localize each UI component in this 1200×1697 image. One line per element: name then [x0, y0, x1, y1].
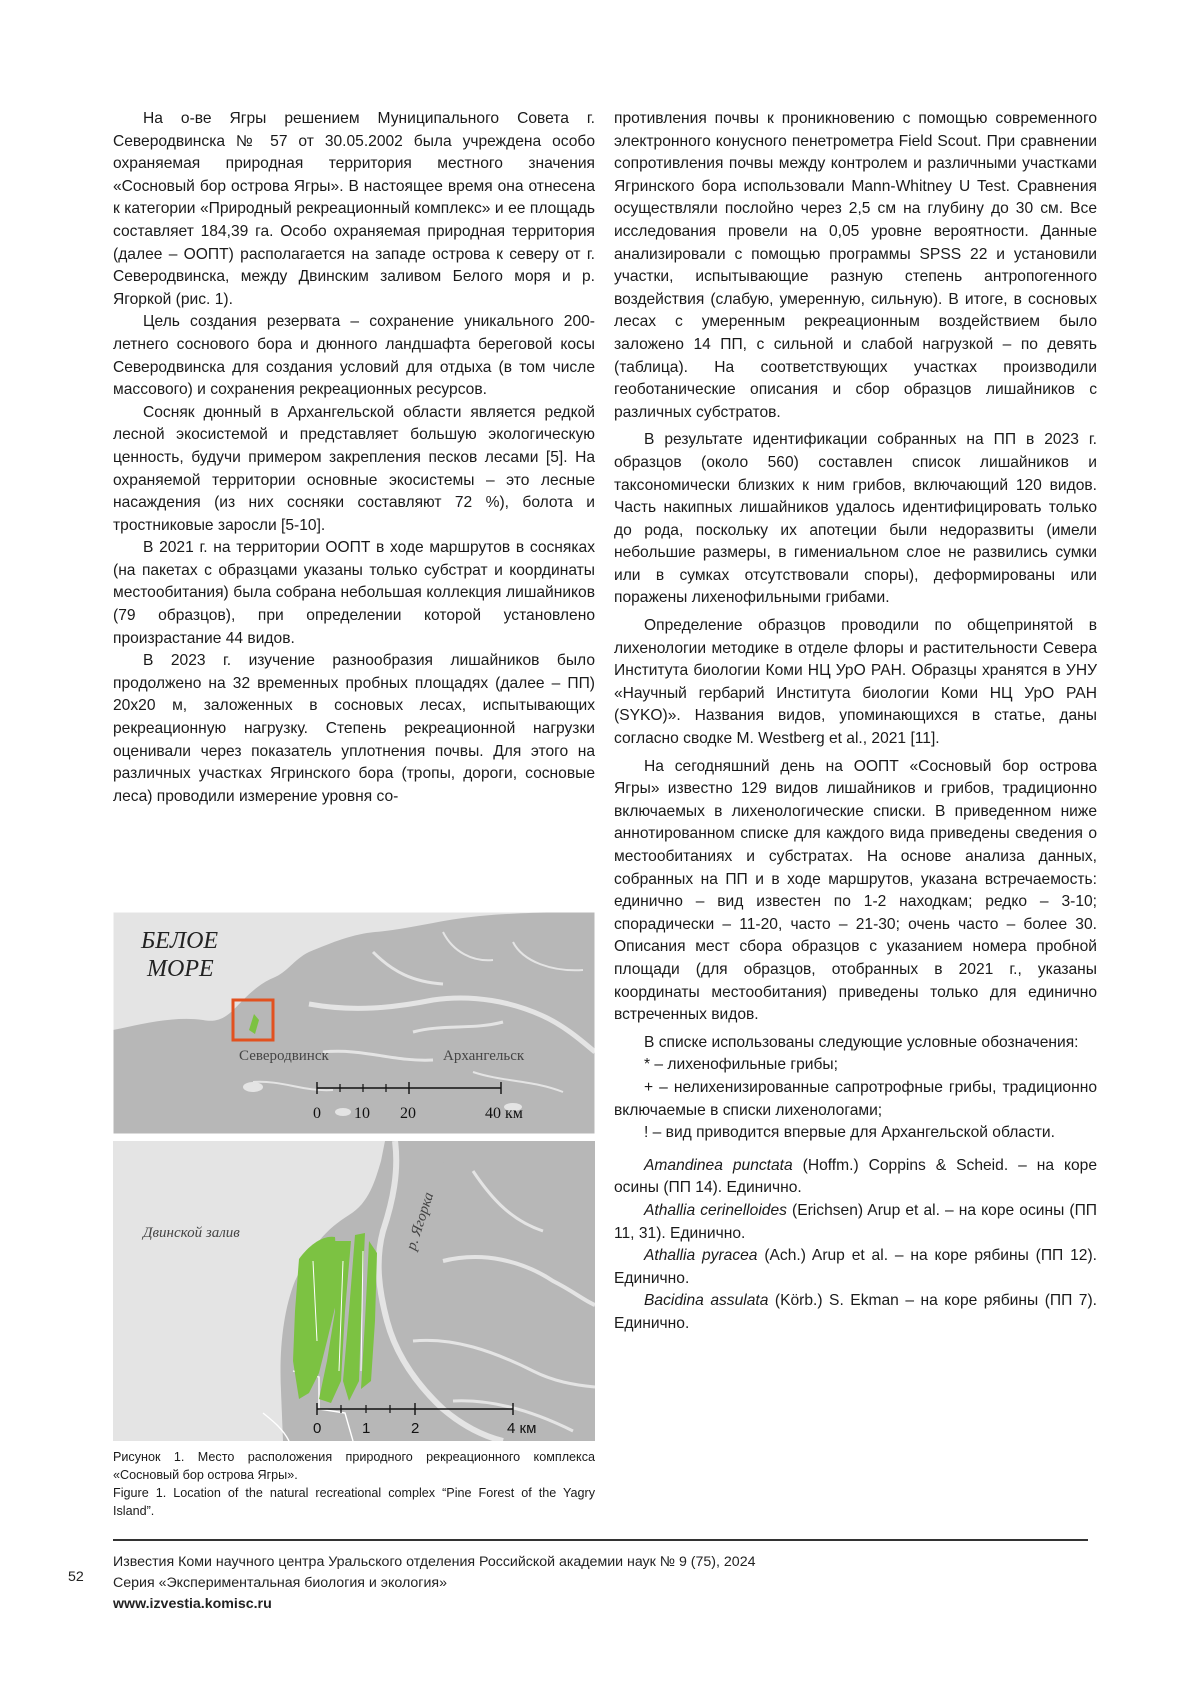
species-description: (Erichsen) Arup et al. – на коре осины (ПП 11, 31). Единично.: [614, 1201, 1097, 1242]
scale-tick-label: 1: [362, 1420, 371, 1437]
journal-title: Известия Коми научного центра Уральского отделения Российской академии наук № 9 (75), 2024: [113, 1554, 756, 1570]
body-paragraph: На сегодняшний день на ООПТ «Сосновый бор острова Ягры» известно 129 видов лишайников и грибов, традиционно включаемых в лихенологические списки. В приведенном ниже аннотированном списке для каждого вида приведены сведения о местообитаниях и субстратах. На основе анализа данных, собранных на ПП и в ходе маршрутов, указана встречаемость: единично – вид известен по 1-2 находкам; редко – 3-10; спорадически – 11-20, часто – 21-30; очень часто – более 30. Описания мест сбора образцов с указанием номера пробной площади (для образцов, отобранных в 2021 г., указаны координаты местообитания) приведены только для единично встреченных видов.: [614, 757, 1097, 1024]
journal-url: www.izvestia.komisc.ru: [113, 1596, 272, 1612]
species-entry: [614, 1290, 1097, 1335]
species-entry: [614, 1245, 1097, 1290]
figure-caption: [113, 1448, 595, 1520]
legend-item: ! – вид приводится впервые для Архангельской области.: [644, 1124, 1055, 1142]
body-paragraph-continuation: противления почвы к проникновению с помощью современного электронного конусного пенетрометра Field Scout. При сравнении сопротивления почвы между контролем и различными участками Ягринского бора использовали Mann-Whitney U Test. Сравнения осуществляли послойно через 2,5 см на глубину до 30 см. Все исследования провели на 0,05 уровне вероятности. Данные анализировали с помощью программы SPSS 22 и установили участки, испытывающие разную степень антропогенного воздействия (слабую, умеренную, сильную). В итоге, в сосновых лесах с умеренным рекреационным воздействием было заложено 14 ПП, с сильной и слабой нагрузкой – по девять (таблица). На соответствующих участках производили геоботанические описания и сбор образцов лишайников с различных субстратов.: [614, 110, 1097, 421]
scale-tick-label: 0: [313, 1105, 321, 1122]
species-description: (Körb.) S. Ekman – на коре рябины (ПП 7). Единично.: [614, 1292, 1097, 1332]
scale-tick-label: 2: [411, 1420, 420, 1437]
species-name: Amandinea punctata: [644, 1156, 793, 1174]
species-entry: [614, 1200, 1097, 1245]
journal-series: Серия «Экспериментальная биология и экология»: [113, 1575, 447, 1591]
page-number: 52: [68, 1569, 84, 1585]
river-label: р. Ягорка: [403, 1190, 438, 1253]
species-name: Bacidina assulata: [644, 1292, 769, 1310]
figure-caption-en: Figure 1. Location of the natural recreational complex “Pine Forest of the Yagry Island”.: [113, 1486, 595, 1518]
sea-label-line2: МОРЕ: [147, 956, 214, 982]
map-lake: [243, 1082, 263, 1092]
scale-tick-label: 40 км: [485, 1105, 523, 1122]
species-entry: [614, 1155, 1097, 1200]
sea-label-line1: БЕЛОЕ: [141, 928, 219, 954]
body-paragraph: В 2021 г. на территории ООПТ в ходе маршрутов в сосняках (на пакетах с образцами указаны только субстрат и координаты местообитания) была собрана небольшая коллекция лишайников (79 образцов), при определении которой установлено произрастание 44 видов.: [113, 539, 595, 647]
footer: [113, 1552, 913, 1615]
figure-1: [113, 912, 595, 1520]
species-name: Athallia cerinelloides: [644, 1201, 787, 1219]
scale-tick-label: 10: [354, 1105, 370, 1122]
species-description: (Hoffm.) Coppins & Scheid. – на коре осины (ПП 14). Единично.: [614, 1156, 1097, 1197]
species-description: (Ach.) Arup et al. – на коре рябины (ПП 12). Единично.: [614, 1247, 1097, 1287]
body-paragraph: Цель создания резервата – сохранение уникального 200-летнего соснового бора и дюнного ландшафта береговой косы Северодвинска для создания условий для отдыха (в том числе массового) и сохранения рекреационных ресурсов.: [113, 313, 595, 399]
body-paragraph: В результате идентификации собранных на ПП в 2023 г. образцов (около 560) составлен список лишайников и таксономически близких к ним грибов, включающий 120 видов. Часть накипных лишайников удалось идентифицировать только до рода, поскольку их апотеции были недоразвиты (имели небольшие размеры, в гимениальном слое не развились сумки или в сумках отсутствовали споры), деформированы или поражены лихенофильными грибами.: [614, 431, 1097, 607]
scale-tick-label: 4 км: [507, 1420, 537, 1437]
body-paragraph: В 2023 г. изучение разнообразия лишайников было продолжено на 32 временных пробных площадях (далее – ПП) 20х20 м, заложенных в сосновых лесах, испытывающих рекреационную нагрузку. Степень рекреационной нагрузки оценивали через показатель уплотнения почвы. Для этого на различных участках Ягринского бора (тропы, дороги, сосновые леса) проводили измерение уровня со-: [113, 652, 595, 805]
body-paragraph: Определение образцов проводили по общепринятой в лихенологии методике в отделе флоры и растительности Севера Института биологии Коми НЦ УрО РАН. Образцы хранятся в УНУ «Научный гербарий Института биологии Коми НЦ УрО РАН (SYKO)». Названия видов, упоминающихся в статье, даны согласно сводке M. Westberg et al., 2021 [11].: [614, 617, 1097, 748]
legend-item: * – лихенофильные грибы;: [644, 1056, 838, 1074]
scale-tick-label: 20: [400, 1105, 416, 1122]
detail-map: [113, 1141, 595, 1441]
body-paragraph: Сосняк дюнный в Архангельской области является редкой лесной экосистемой и представляет большую экологическую ценность, будучи примером закрепления песков лесами [5]. На охраняемой территории основные экосистемы – это лесные насаждения (из них сосняки составляют 72 %), болота и тростниковые заросли [5-10].: [113, 403, 595, 534]
overview-map: [113, 912, 595, 1134]
city-label-arkhangelsk: Архангельск: [443, 1048, 525, 1064]
body-paragraph: На о-ве Ягры решением Муниципального Совета г. Северодвинска № 57 от 30.05.2002 была учреждена особо охраняемая природная территория местного значения «Сосновый бор острова Ягры». В настоящее время она отнесена к категории «Природный рекреационный комплекс» и ее площадь составляет 184,39 га. Особо охраняемая природная территория (далее – ООПТ) располагается на западе острова к северу от г. Северодвинска, между Двинским заливом Белого моря и р. Ягоркой (рис. 1).: [113, 110, 595, 308]
map-lake: [335, 1108, 351, 1116]
body-paragraph: В списке использованы следующие условные обозначения:: [644, 1033, 1079, 1051]
species-name: Athallia pyracea: [644, 1247, 758, 1265]
legend-item: + – нелихенизированные сапротрофные грибы, традиционно включаемые в списки лихенологами;: [614, 1078, 1097, 1119]
bay-label: Двинской залив: [143, 1225, 240, 1241]
footer-divider: [113, 1539, 1088, 1541]
scale-tick-label: 0: [313, 1420, 322, 1437]
right-column: [614, 108, 1097, 1335]
city-label-severodvinsk: Северодвинск: [239, 1048, 329, 1064]
left-column: [113, 108, 595, 808]
figure-caption-ru: Рисунок 1. Место расположения природного рекреационного комплекса «Сосновый бор острова Ягры».: [113, 1450, 595, 1482]
